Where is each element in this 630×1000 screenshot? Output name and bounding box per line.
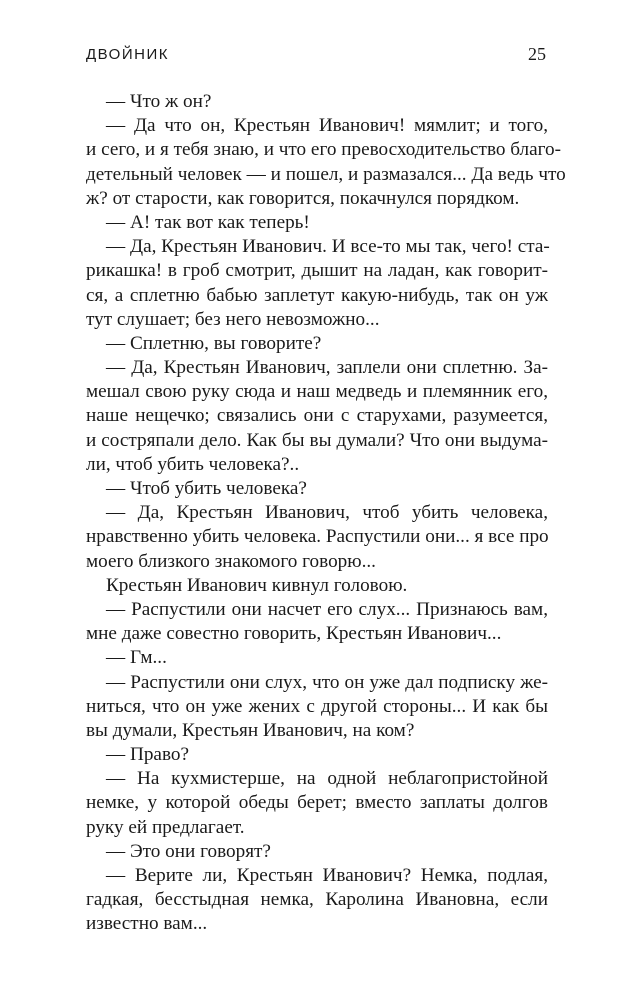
text-line: тут слушает; без него невозможно...: [86, 308, 380, 330]
text-line: — Гм...: [106, 647, 167, 669]
text-line: — Право?: [106, 744, 189, 766]
body-text: [86, 90, 566, 937]
text-line: ся, а сплетню бабью заплетут какую-нибудь, так он уж: [86, 284, 548, 306]
text-line: руку ей предлагает.: [86, 816, 245, 838]
text-line: — Распустили они насчет его слух... Признаюсь вам,: [106, 598, 548, 620]
text-line: — Да что он, Крестьян Иванович! мямлит; и того,: [106, 115, 548, 137]
text-line: известно вам...: [86, 913, 208, 935]
text-line: — Да, Крестьян Иванович. И все-то мы так, чего! ста-: [106, 236, 550, 258]
text-line: нравственно убить человека. Распустили они... я все про: [86, 526, 549, 548]
text-line: — Чтоб убить человека?: [106, 478, 307, 499]
text-line: — Это они говорят?: [106, 840, 271, 862]
text-line: — Да, Крестьян Иванович, заплели они сплетню. За-: [106, 357, 548, 379]
running-title: ДВОЙНИК: [86, 46, 169, 63]
page-number: 25: [528, 44, 546, 64]
running-head: [86, 46, 546, 72]
text-line: мешал свою руку сюда и наш медведь и племянник его,: [86, 381, 548, 403]
text-line: ж? от старости, как говорится, покачнулся порядком.: [86, 187, 520, 209]
text-line: моего близкого знакомого говорю...: [86, 550, 376, 572]
text-line: немке, у которой обеды берет; вместо заплаты долгов: [86, 792, 548, 814]
text-line: и сего, и я тебя знаю, и что его превосходительство благо-: [86, 139, 562, 161]
text-line: наше нещечко; связались они с старухами, разумеется,: [86, 405, 548, 427]
text-line: детельный человек — и пошел, и размазался... Да ведь что: [86, 163, 566, 185]
text-line: ниться, что он уже жених с другой стороны... И как бы: [86, 695, 548, 717]
text-line: — Распустили они слух, что он уже дал подписку же-: [106, 671, 548, 693]
text-line: гадкая, бесстыдная немка, Каролина Ивановна, если: [86, 889, 548, 911]
text-line: вы думали, Крестьян Иванович, на ком?: [86, 719, 415, 741]
text-line: ли, чтоб убить человека?..: [86, 453, 300, 475]
text-line: — Сплетню, вы говорите?: [106, 332, 322, 354]
text-line: Крестьян Иванович кивнул головою.: [106, 574, 408, 596]
text-line: — Да, Крестьян Иванович, чтоб убить человека,: [106, 502, 548, 524]
text-line: — Что ж он?: [106, 91, 212, 112]
text-line: и состряпали дело. Как бы вы думали? Что они выдума-: [86, 429, 548, 451]
text-line: — А! так вот как теперь!: [106, 211, 310, 233]
text-line: — Верите ли, Крестьян Иванович? Немка, подлая,: [106, 865, 548, 886]
text-line: — На кухмистерше, на одной неблагопристойной: [106, 768, 548, 790]
text-line: рикашка! в гроб смотрит, дышит на ладан, как говорит-: [86, 260, 548, 282]
text-line: мне даже совестно говорить, Крестьян Иванович...: [86, 623, 502, 645]
